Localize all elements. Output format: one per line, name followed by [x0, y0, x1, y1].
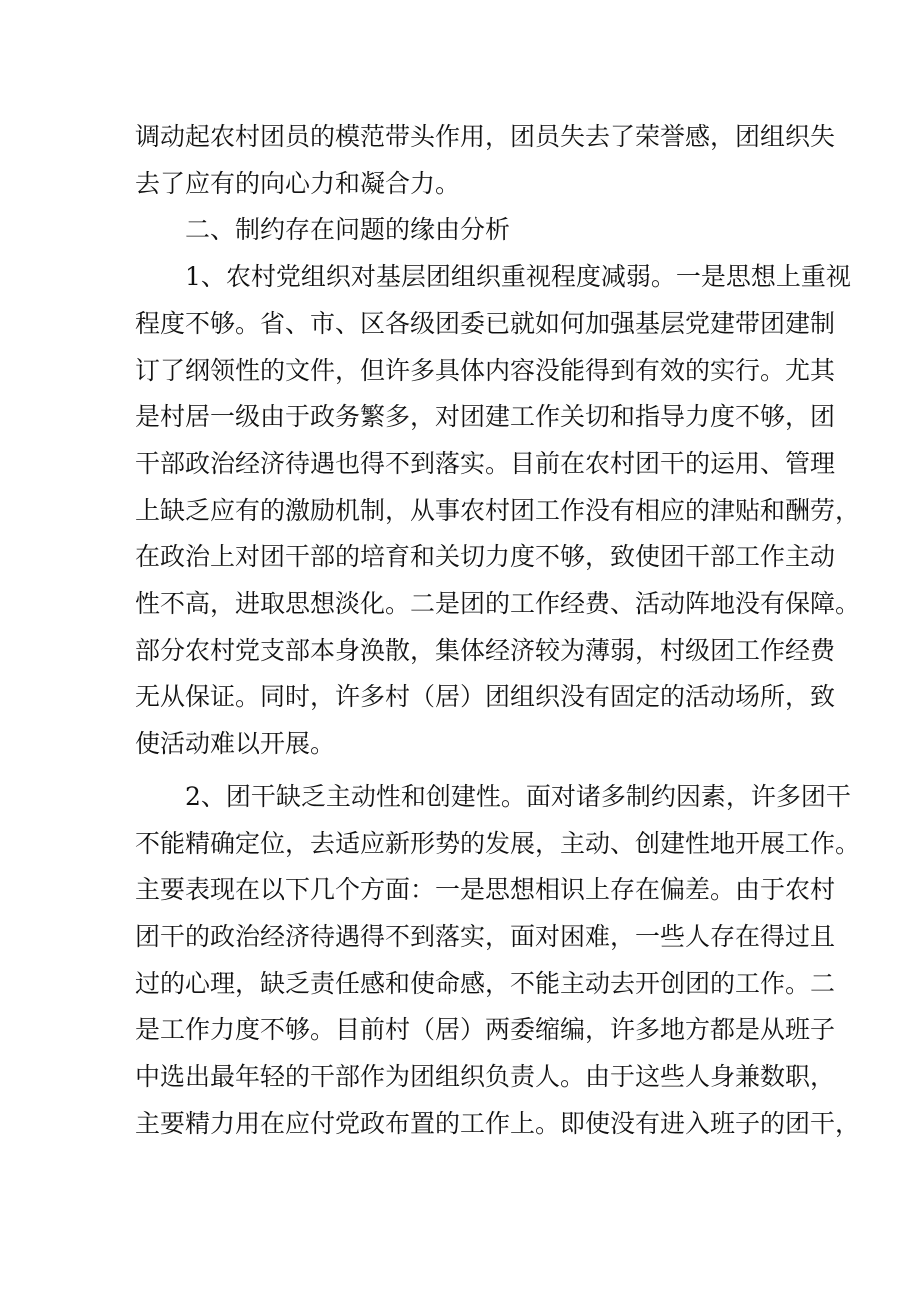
paragraph-2: [135, 774, 861, 1148]
text-line: 过的心理，缺乏责任感和使命感，不能主动去开创团的工作。二: [135, 968, 836, 998]
paragraph-continuation: [135, 114, 836, 207]
text-line: 上缺乏应有的激励机制，从事农村团工作没有相应的津贴和酬劳，: [135, 495, 861, 525]
text-line: 主要精力用在应付党政布置的工作上。即使没有进入班子的团干，: [135, 1108, 861, 1138]
text-line: 干部政治经济待遇也得不到落实。目前在农村团干的运用、管理: [135, 448, 836, 478]
text-line: 主要表现在以下几个方面：一是思想相识上存在偏差。由于农村: [135, 875, 836, 905]
text-line: 调动起农村团员的模范带头作用，团员失去了荣誉感，团组织失: [135, 122, 836, 151]
text-line: 订了纲领性的文件，但许多具体内容没能得到有效的实行。尤其: [135, 355, 836, 385]
text-line: 无从保证。同时，许多村（居）团组织没有固定的活动场所，致: [135, 682, 836, 712]
text-line: 二、制约存在问题的缘由分析: [185, 215, 511, 245]
text-line: 去了应有的向心力和凝合力。: [135, 168, 461, 198]
text-line: 性不高，进取思想淡化。二是团的工作经费、活动阵地没有保障。: [135, 589, 861, 619]
section-heading: [135, 207, 795, 254]
text-line: 使活动难以开展。: [135, 729, 336, 759]
paragraph-1: [135, 254, 861, 768]
text-line: 在政治上对团干部的培育和关切力度不够，致使团干部工作主动: [135, 542, 836, 572]
text-line: 不能精确定位，去适应新形势的发展，主动、创建性地开展工作。: [135, 828, 861, 858]
text-line: 2、团干缺乏主动性和创建性。面对诸多制约因素，许多团干: [185, 781, 851, 811]
text-line: 是工作力度不够。目前村（居）两委缩编，许多地方都是从班子: [135, 1015, 836, 1045]
text-line: 中选出最年轻的干部作为团组织负责人。由于这些人身兼数职，: [135, 1062, 836, 1092]
body-text: [135, 114, 861, 1147]
text-line: 程度不够。省、市、区各级团委已就如何加强基层党建带团建制: [135, 308, 836, 338]
text-line: 部分农村党支部本身涣散，集体经济较为薄弱，村级团工作经费: [135, 635, 836, 665]
text-line: 1、农村党组织对基层团组织重视程度减弱。一是思想上重视: [185, 262, 851, 292]
text-line: 是村居一级由于政务繁多，对团建工作关切和指导力度不够，团: [135, 402, 836, 432]
text-line: 团干的政治经济待遇得不到落实，面对困难，一些人存在得过且: [135, 921, 836, 951]
